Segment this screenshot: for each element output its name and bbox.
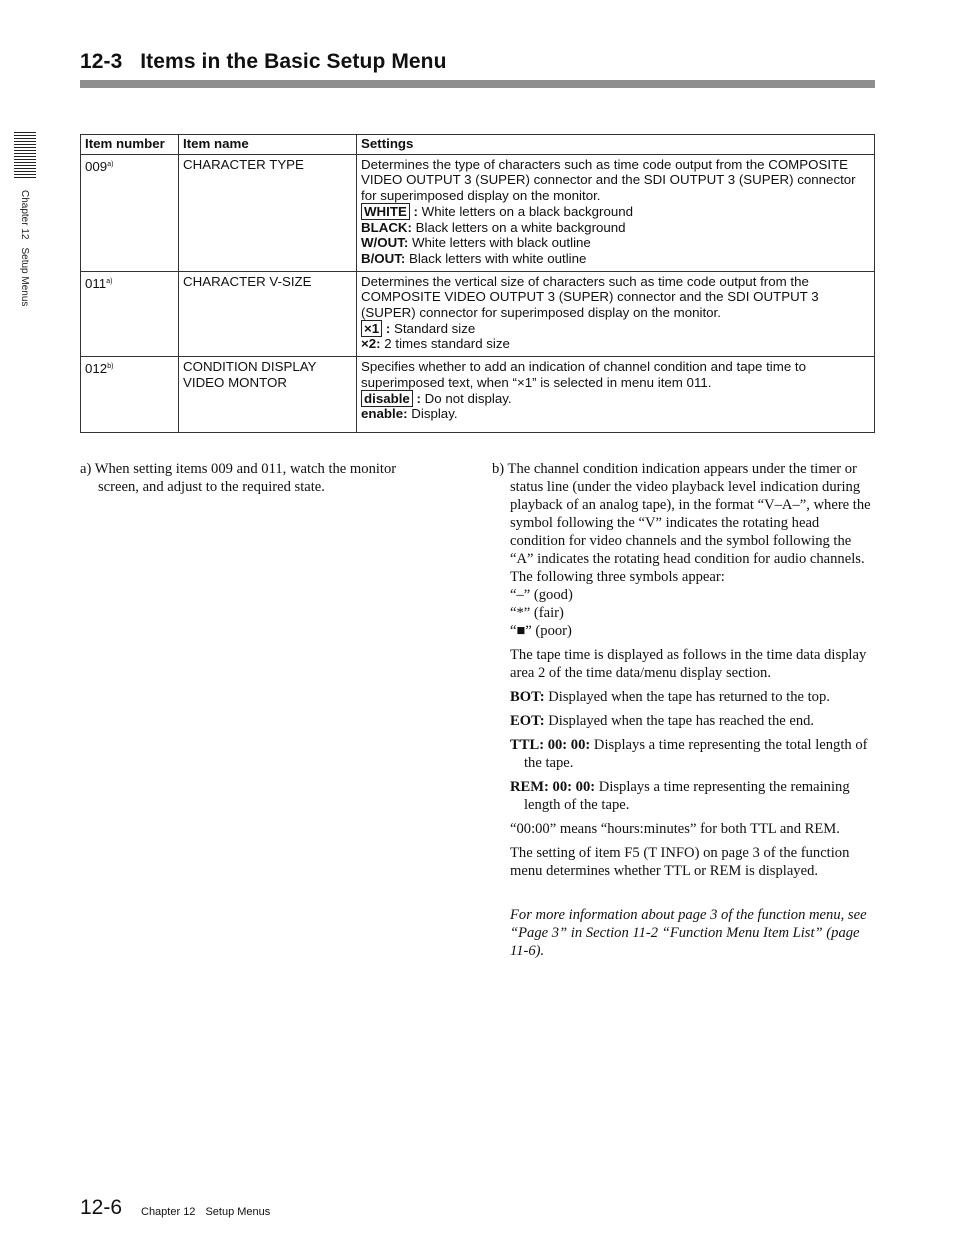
option-line [361, 220, 870, 236]
option-text: White letters on a black background [417, 203, 634, 219]
page-number: 12-6 [80, 1196, 123, 1219]
setup-menu-table [80, 134, 875, 433]
term-label: BOT: [510, 689, 545, 705]
footnote-ref: a) [106, 277, 113, 285]
footnote-b [492, 460, 875, 960]
table-header-row [81, 135, 875, 155]
hours-note: “00:00” means “hours:minutes” for both TTL and REM. [510, 821, 840, 837]
settings-description: Determines the type of characters such as time code output from the COMPOSITE VIDEO OUTPUT 3 (SUPER) connector and the SDI OUTPUT 3 (SUPER) connector for superimposed display on the monitor. [361, 156, 856, 204]
symbol-fair: “*” (fair) [510, 605, 564, 621]
footer-chapter-label [141, 1206, 270, 1218]
option-line [361, 235, 870, 251]
term-bot [510, 688, 875, 706]
footnote-ref: b) [107, 363, 114, 371]
item-number-cell [81, 154, 179, 271]
item-number: 011 [85, 275, 107, 291]
term-label: TTL: 00: 00: [510, 737, 591, 753]
item-number: 012 [85, 361, 108, 377]
item-name: CHARACTER V-SIZE [183, 273, 312, 289]
option-separator: : [409, 203, 418, 219]
default-option-key: WHITE [361, 203, 410, 220]
item-name-cell [179, 154, 357, 271]
side-chapter-label [19, 190, 30, 306]
footnote-a [80, 460, 430, 496]
item-name-cell [179, 357, 357, 433]
option-key: enable: [361, 406, 408, 422]
table-row [81, 154, 875, 271]
footnote-ref: a) [107, 160, 114, 168]
term-label: EOT: [510, 713, 545, 729]
option-text: White letters with black outline [408, 235, 591, 251]
option-line [361, 251, 870, 267]
item-name-line2: VIDEO MONTOR [183, 374, 287, 390]
term-text: Displays a time representing the total length of the tape. [524, 737, 868, 771]
option-text: Black letters on a white background [411, 219, 626, 235]
default-option-key: ×1 [361, 320, 382, 337]
symbols-intro: The following three symbols appear: [510, 569, 725, 585]
table-row [81, 357, 875, 433]
item-number-cell [81, 357, 179, 433]
symbol-poor: “■” (poor) [510, 623, 572, 639]
item-name: CONDITION DISPLAY [183, 359, 317, 375]
settings-description: Determines the vertical size of characters such as time code output from the COMPOSITE VIDEO OUTPUT 3 (SUPER) connector and the SDI OUTPUT 3 (SUPER) connector for superimposed display on the monitor. [361, 273, 819, 321]
item-number-cell [81, 271, 179, 357]
option-key: B/OUT: [361, 250, 406, 266]
settings-description: Specifies whether to add an indication of channel condition and tape time to superimposed text, when “×1” is selected in menu item 011. [361, 359, 807, 390]
option-text: Do not display. [420, 390, 512, 406]
side-chapter: Chapter 12 [19, 190, 30, 240]
option-key: W/OUT: [361, 235, 409, 251]
option-line [361, 204, 870, 220]
section-title: Items in the Basic Setup Menu [140, 50, 447, 73]
option-line [361, 406, 870, 422]
option-key: ×2: [361, 336, 381, 352]
term-rem [510, 778, 875, 814]
footer-chapter-name: Setup Menus [205, 1206, 271, 1218]
option-line [361, 336, 870, 352]
table-row [81, 271, 875, 357]
tape-time-text: The tape time is displayed as follows in the time data display area 2 of the time data/menu display section. [510, 647, 867, 681]
footnote-a-text: a) When setting items 009 and 011, watch the monitor screen, and adjust to the required state. [80, 461, 397, 495]
header-settings: Settings [357, 135, 875, 155]
default-option-key: disable [361, 390, 413, 407]
item-number: 009 [85, 158, 108, 174]
term-label: REM: 00: 00: [510, 779, 596, 795]
option-line [361, 321, 870, 337]
function-note: The setting of item F5 (T INFO) on page 3 of the function menu determines whether TTL or REM is displayed. [510, 845, 850, 879]
section-rule [80, 80, 875, 88]
option-separator: : [382, 320, 391, 336]
footer-chapter: Chapter 12 [141, 1206, 196, 1218]
option-key: BLACK: [361, 219, 412, 235]
term-text: Displayed when the tape has returned to the top. [544, 689, 830, 705]
side-chapter-name: Setup Menus [19, 247, 30, 307]
header-item-name: Item name [179, 135, 357, 155]
option-text: Black letters with white outline [405, 250, 587, 266]
option-text: Standard size [390, 320, 476, 336]
option-separator: : [412, 390, 421, 406]
option-text: Display. [407, 406, 458, 422]
item-name: CHARACTER TYPE [183, 156, 304, 172]
settings-cell [357, 357, 875, 433]
chapter-thumb-tab [14, 132, 36, 178]
term-text: Displays a time representing the remaining length of the tape. [524, 779, 850, 813]
item-name-cell [179, 271, 357, 357]
settings-cell [357, 154, 875, 271]
cross-reference: For more information about page 3 of the function menu, see “Page 3” in Section 11-2 “Function Menu Item List” (page 11-6). [510, 907, 867, 959]
section-heading [80, 50, 447, 74]
option-line [361, 391, 870, 407]
term-text: Displayed when the tape has reached the end. [544, 713, 815, 729]
term-eot [510, 712, 875, 730]
term-ttl [510, 736, 875, 772]
footnote-b-intro: b) The channel condition indication appears under the timer or status line (under the video playback level indication during playback of an analog tape), in the format “V–A–”, where the symbol following the “V” indicates the rotating head condition for video channels and the symbol following the “A” indicates the rotating head condition for audio channels. [492, 461, 871, 567]
settings-cell [357, 271, 875, 357]
section-number: 12-3 [80, 50, 123, 73]
option-text: 2 times standard size [380, 336, 510, 352]
symbol-good: “–” (good) [510, 587, 573, 603]
header-item-number: Item number [81, 135, 179, 155]
